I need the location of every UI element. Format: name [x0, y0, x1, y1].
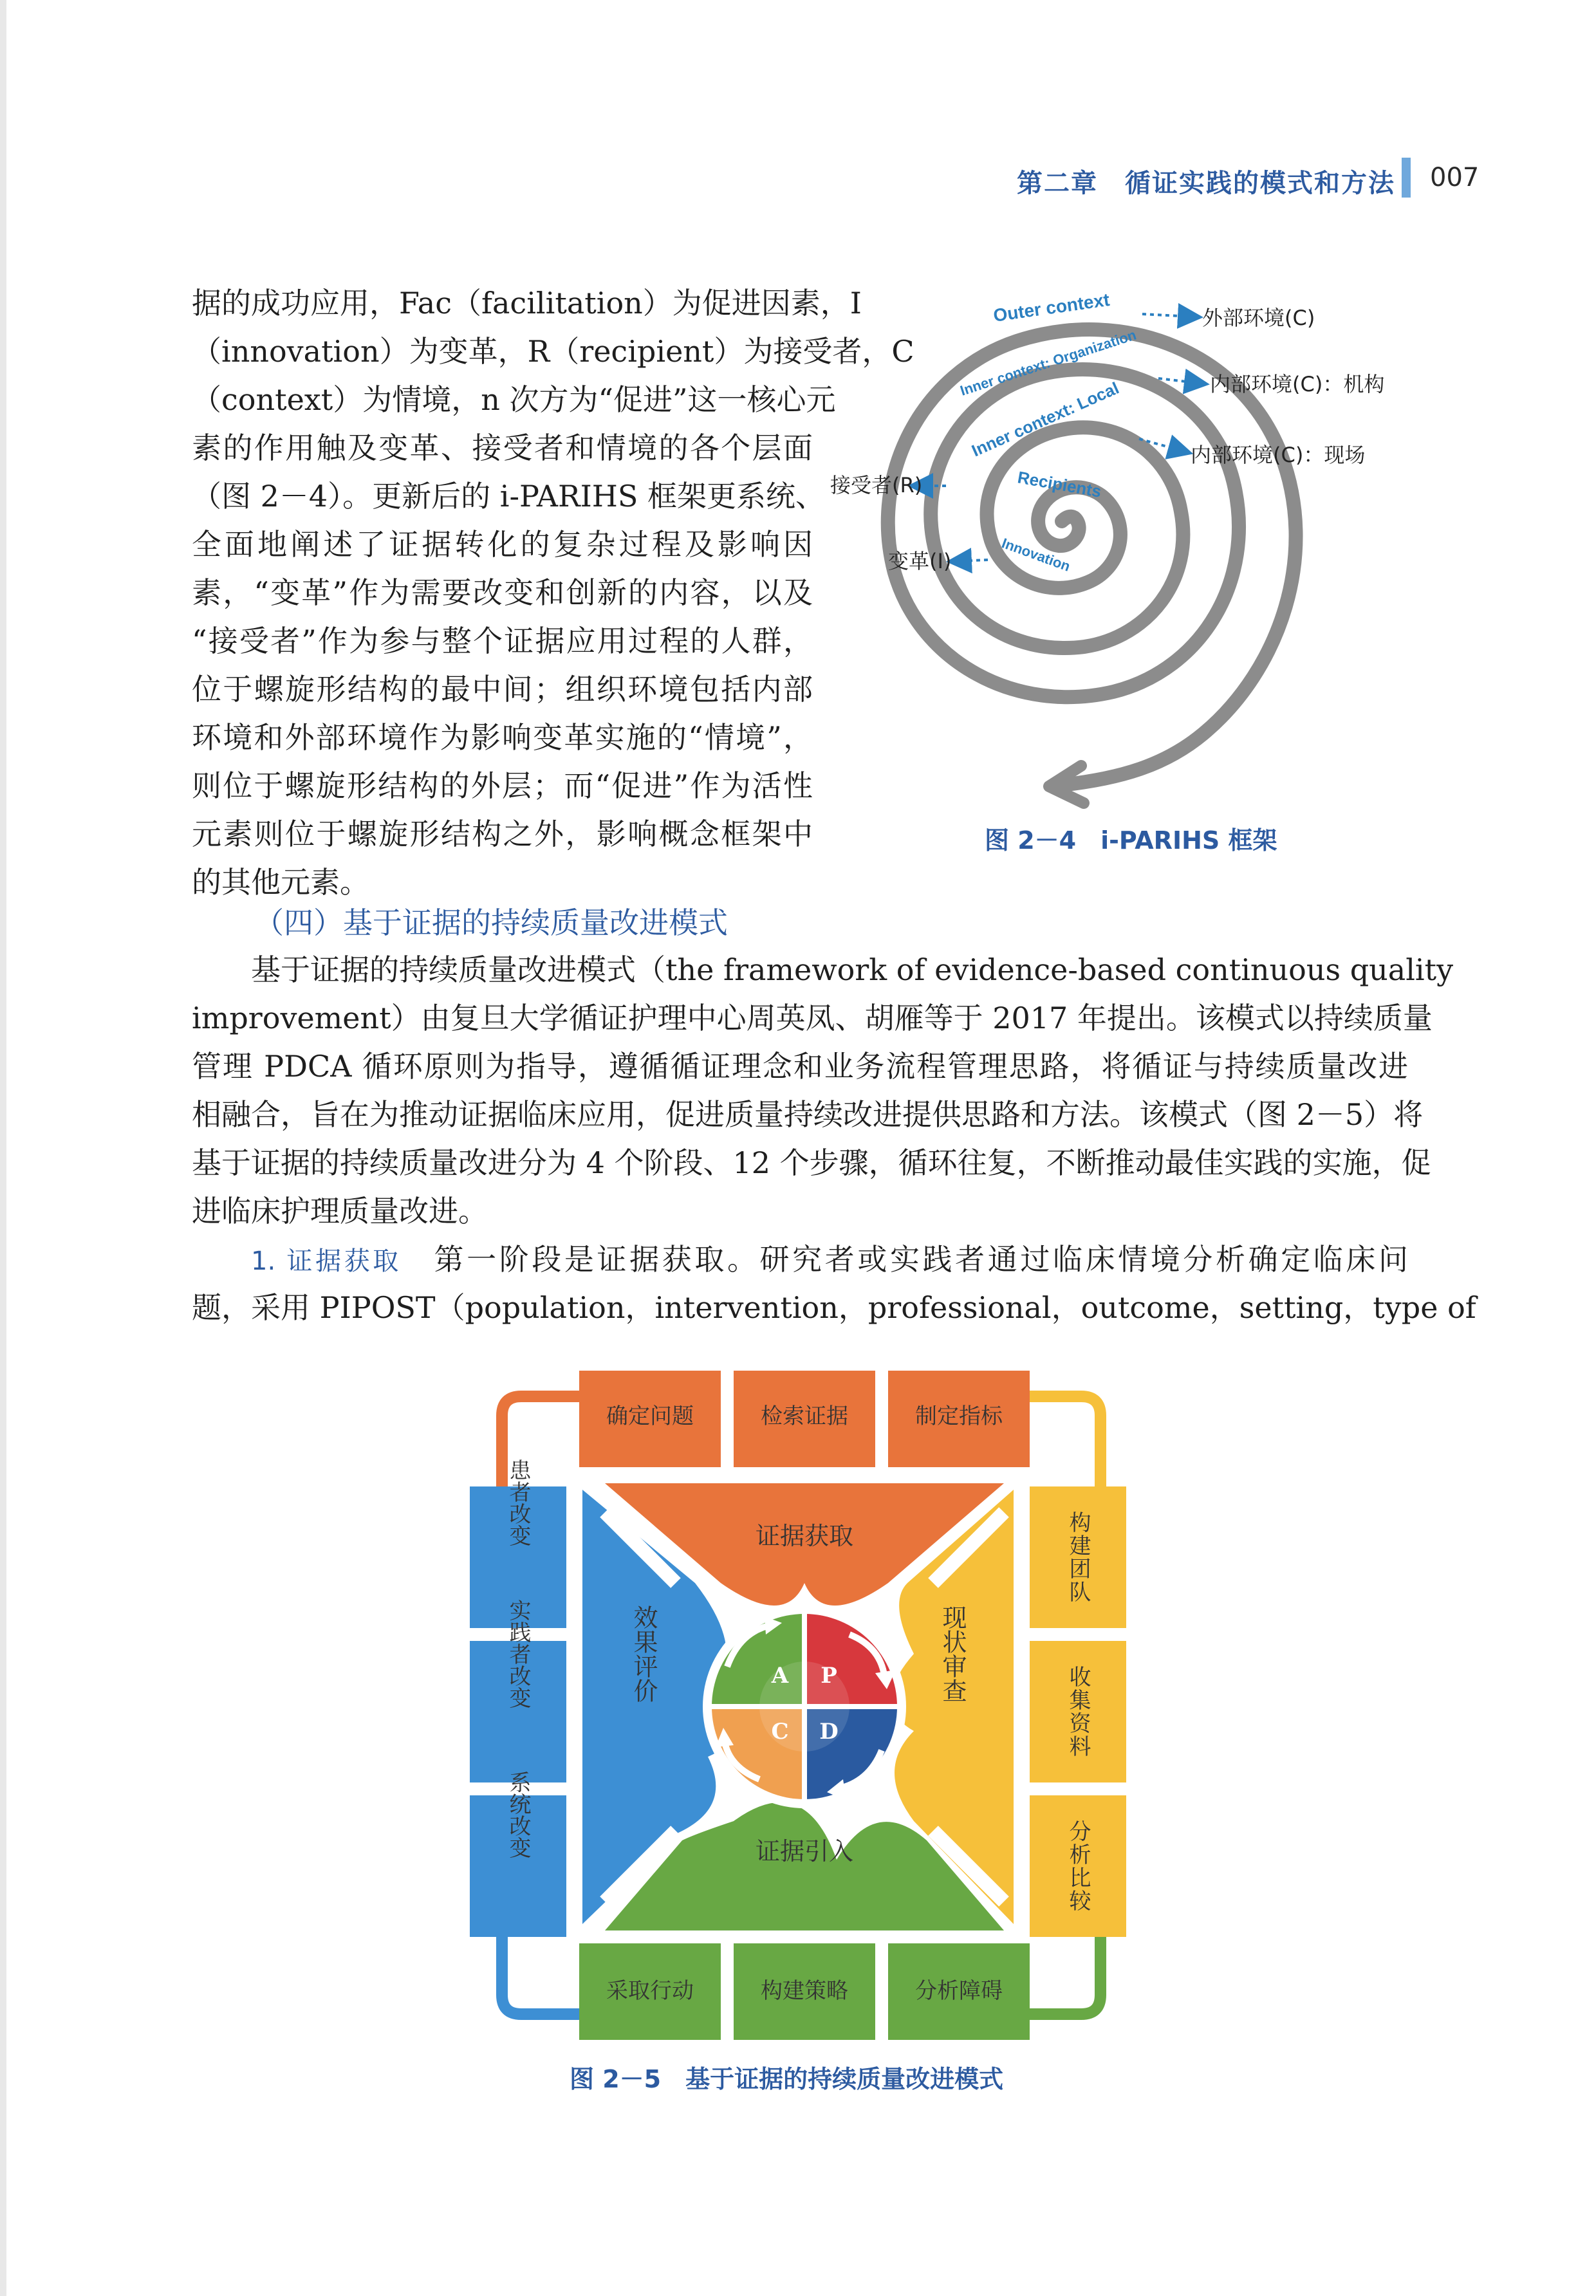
bottom-box-label: 构建策略 [761, 1978, 848, 2004]
text-line [192, 1236, 1408, 1284]
running-header [1017, 158, 1480, 209]
text-line: 素的作用触及变革、接受者和情境的各个层面 [192, 430, 813, 465]
top-box-label: 确定问题 [606, 1403, 694, 1429]
text-line: 据的成功应用，Fac（facilitation）为促进因素，I [192, 286, 862, 320]
leader-outer [1142, 314, 1191, 317]
text-line: 的其他元素。 [192, 865, 369, 900]
text-line: 全面地阐述了证据转化的复杂过程及影响因 [192, 527, 813, 562]
text-line: 相融合，旨在为推动证据临床应用，促进质量持续改进提供思路和方法。该模式（图 2－5）将 [192, 1097, 1424, 1132]
arc-label-innovation: Innovation [999, 535, 1073, 575]
chapter-title: 第二章 循证实践的模式和方法 [1017, 169, 1395, 198]
page-number: 007 [1430, 163, 1480, 192]
text-line: 基于证据的持续质量改进模式（the framework of evidence-based continuous quality [251, 952, 1454, 987]
pdca-letter-c: C [771, 1719, 789, 1745]
paragraph-step-1 [192, 1236, 1476, 1332]
text-line: （innovation）为变革，R（recipient）为接受者，C [192, 334, 914, 369]
page-edge [0, 0, 6, 2296]
text-line: 题，采用 PIPOST（population，intervention，professional，outcome，setting，type of [192, 1290, 1476, 1325]
text-line: 元素则位于螺旋形结构之外，影响概念框架中 [192, 817, 813, 851]
right-box-label: 收集资料 [1065, 1665, 1091, 1758]
text-line: （context）为情境，n 次方为“促进”这一核心元 [192, 382, 836, 417]
figure-ipar-ihs-spiral [830, 270, 1448, 869]
leader-org [1158, 378, 1197, 383]
figure-2-5-caption: 图 2－5 基于证据的持续质量改进模式 [570, 2065, 1004, 2093]
phase-label-left: 效果评价 [629, 1605, 658, 1703]
left-box-label: 实践者改变 [505, 1599, 531, 1708]
pdca-letter-p: P [821, 1663, 837, 1689]
arc-label-outer: Outer context [992, 289, 1111, 326]
label-inner-org: 内部环境(C)：机构 [1210, 372, 1385, 396]
label-outer-context: 外部环境(C) [1202, 306, 1315, 330]
phase-label-right: 现状审查 [938, 1605, 967, 1703]
text-line: “接受者”作为参与整个证据应用过程的人群， [192, 624, 813, 658]
label-recipient: 接受者(R) [830, 473, 923, 497]
text-line: improvement）由复旦大学循证护理中心周英凤、胡雁等于 2017 年提出。该模式以持续质量 [192, 1001, 1433, 1035]
step-text: 第一阶段是证据获取。研究者或实践者通过临床情境分析确定临床问 [434, 1242, 1409, 1277]
figure-2-4-caption: 图 2－4 i-PARIHS 框架 [985, 826, 1277, 855]
right-box-label: 构建团队 [1065, 1511, 1091, 1604]
text-line: 管理 PDCA 循环原则为指导，遵循循证理念和业务流程管理思路，将循证与持续质量改进 [192, 1049, 1408, 1084]
pdca-letter-a: A [771, 1663, 789, 1689]
phase-label-bottom: 证据引入 [755, 1837, 854, 1866]
bottom-box-label: 分析障碍 [915, 1978, 1003, 2004]
figure-cqi-model [463, 1371, 1146, 2046]
top-box-label: 制定指标 [915, 1403, 1003, 1429]
text-line: 素，“变革”作为需要改变和创新的内容，以及 [192, 575, 813, 610]
header-bar [1402, 158, 1411, 198]
arc-label-recipients: Recipients [1016, 467, 1103, 501]
text-line: 进临床护理质量改进。 [192, 1194, 488, 1228]
section-heading: （四）基于证据的持续质量改进模式 [254, 905, 728, 940]
arc-label-local: Inner context: Local [969, 378, 1122, 461]
text-line: 则位于螺旋形结构的外层；而“促进”作为活性 [192, 768, 813, 803]
leader-innovation [959, 560, 988, 561]
text-line: 环境和外部环境作为影响变革实施的“情境”， [192, 720, 813, 755]
step-label: 1. 证据获取 [251, 1246, 402, 1276]
phase-label-top: 证据获取 [755, 1522, 854, 1550]
pdca-letter-d: D [819, 1719, 839, 1745]
right-box-label: 分析比较 [1065, 1820, 1091, 1912]
label-inner-local: 内部环境(C)：现场 [1191, 443, 1366, 467]
label-innovation: 变革(I) [888, 549, 952, 573]
text-line: （图 2－4）。更新后的 i-PARIHS 框架更系统、 [192, 479, 826, 514]
bottom-box-label: 采取行动 [606, 1978, 694, 2004]
text-line: 位于螺旋形结构的最中间；组织环境包括内部 [192, 672, 813, 707]
text-line: 基于证据的持续质量改进分为 4 个阶段、12 个步骤，循环往复，不断推动最佳实践的实施，促 [192, 1145, 1431, 1180]
left-box-label: 患者改变 [505, 1459, 531, 1546]
arc-label-organization: Inner context: Organization [958, 326, 1138, 399]
paragraph-cqi [192, 946, 1454, 1236]
top-box-label: 检索证据 [761, 1403, 848, 1429]
left-box-label: 系统改变 [505, 1771, 531, 1858]
